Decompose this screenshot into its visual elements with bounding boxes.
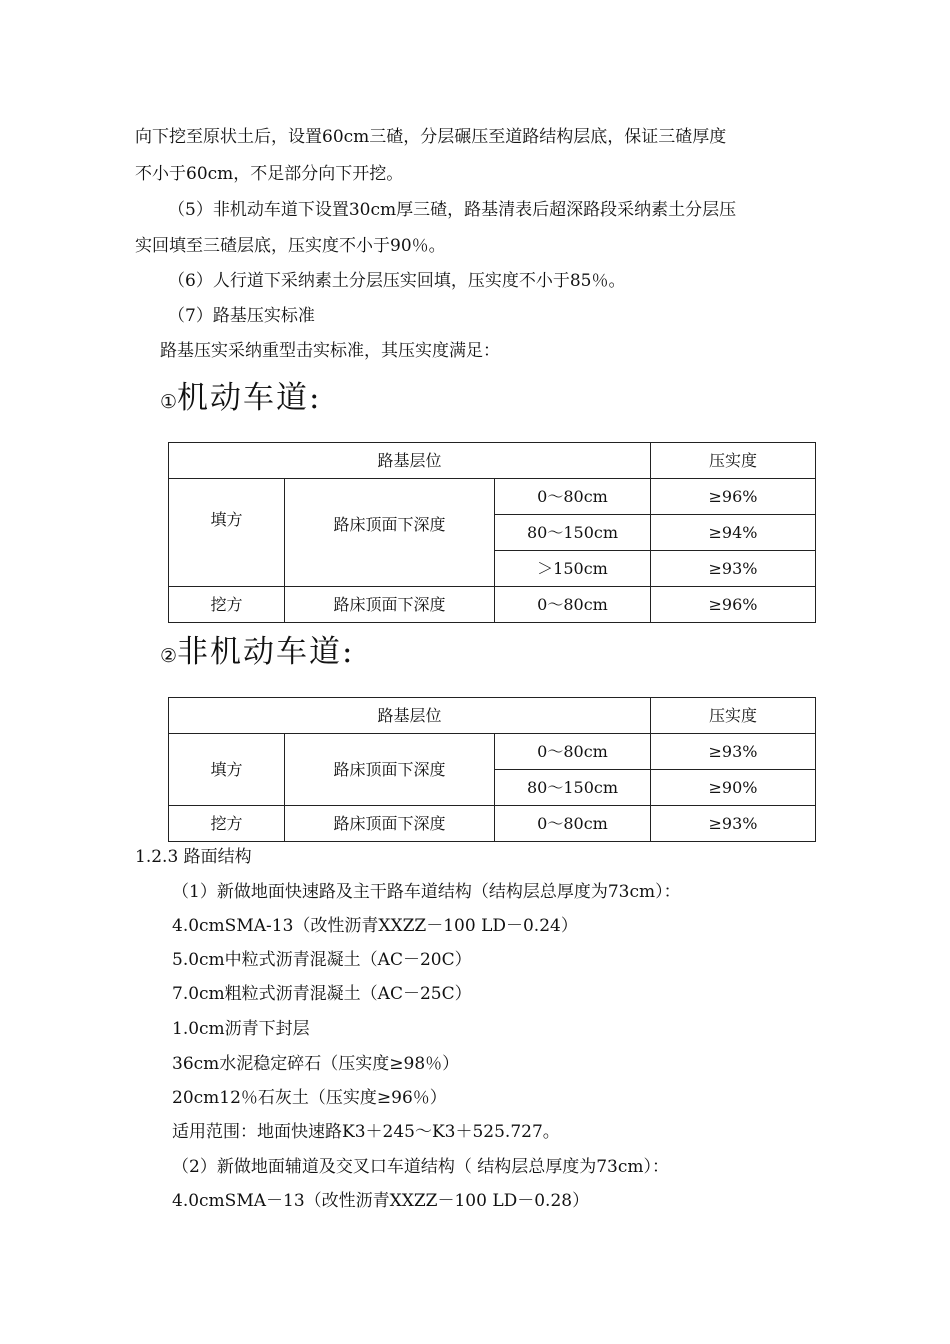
depth-range: 0～80cm bbox=[495, 806, 651, 842]
fill-label: 填方 bbox=[169, 479, 285, 587]
cut-label: 挖方 bbox=[169, 806, 285, 842]
compaction-value: ≥93% bbox=[651, 806, 816, 842]
paragraph-line: （6）人行道下采纳素土分层压实回填，压实度不小于85％。 bbox=[168, 271, 626, 291]
table-row bbox=[169, 734, 816, 770]
depth-range: 0～80cm bbox=[495, 479, 651, 515]
depth-range: ＞150cm bbox=[495, 551, 651, 587]
section-line: 适用范围：地面快速路K3＋245～K3＋525.727。 bbox=[172, 1122, 560, 1142]
depth-label: 路床顶面下深度 bbox=[285, 479, 495, 587]
table1-compaction bbox=[168, 442, 816, 623]
table-row bbox=[169, 698, 816, 734]
depth-range: 80～150cm bbox=[495, 515, 651, 551]
compaction-value: ≥96% bbox=[651, 479, 816, 515]
depth-range: 0～80cm bbox=[495, 587, 651, 623]
paragraph-line: 路基压实采纳重型击实标准，其压实度满足： bbox=[160, 341, 500, 361]
section-line: 4.0cmSMA－13（改性沥青XXZZ－100 LD－0.28） bbox=[172, 1191, 590, 1211]
compaction-value: ≥93% bbox=[651, 734, 816, 770]
section-line: （2）新做地面辅道及交叉口车道结构（ 结构层总厚度为73cm）： bbox=[172, 1157, 669, 1177]
paragraph-line: （7）路基压实标准 bbox=[168, 306, 315, 326]
table2-heading-number: ② bbox=[160, 645, 178, 667]
fill-label: 填方 bbox=[169, 734, 285, 806]
paragraph-line: 不小于60cm，不足部分向下开挖。 bbox=[135, 164, 404, 184]
cut-label: 挖方 bbox=[169, 587, 285, 623]
section-line: 7.0cm粗粒式沥青混凝土（AC－25C） bbox=[172, 984, 472, 1004]
section-line: 36cm水泥稳定碎石（压实度≥98％） bbox=[172, 1054, 460, 1074]
depth-label: 路床顶面下深度 bbox=[285, 806, 495, 842]
depth-range: 80～150cm bbox=[495, 770, 651, 806]
table2-heading bbox=[160, 632, 355, 677]
compaction-value: ≥96% bbox=[651, 587, 816, 623]
table1-heading bbox=[160, 378, 322, 423]
table1-heading-number: ① bbox=[160, 391, 178, 413]
depth-label: 路床顶面下深度 bbox=[285, 734, 495, 806]
depth-label: 路床顶面下深度 bbox=[285, 587, 495, 623]
header-compaction: 压实度 bbox=[651, 443, 816, 479]
paragraph-line: 向下挖至原状土后，设置60cm三碴，分层碾压至道路结构层底，保证三碴厚度 bbox=[135, 127, 727, 147]
section-line: （1）新做地面快速路及主干路车道结构（结构层总厚度为73cm）： bbox=[172, 882, 681, 902]
compaction-value: ≥93% bbox=[651, 551, 816, 587]
depth-range: 0～80cm bbox=[495, 734, 651, 770]
header-layer: 路基层位 bbox=[169, 698, 651, 734]
paragraph-line: 实回填至三碴层底，压实度不小于90％。 bbox=[135, 236, 446, 256]
table-row bbox=[169, 587, 816, 623]
table1-heading-text: 机动车道: bbox=[177, 380, 322, 416]
header-layer: 路基层位 bbox=[169, 443, 651, 479]
section-title: 1.2.3 路面结构 bbox=[135, 847, 252, 867]
table-row bbox=[169, 443, 816, 479]
table2-compaction bbox=[168, 697, 816, 842]
table-row bbox=[169, 806, 816, 842]
section-line: 5.0cm中粒式沥青混凝土（AC－20C） bbox=[172, 950, 472, 970]
table2-heading-text: 非机动车道: bbox=[177, 634, 355, 670]
section-line: 20cm12％石灰土（压实度≥96％） bbox=[172, 1088, 447, 1108]
paragraph-line: （5）非机动车道下设置30cm厚三碴，路基清表后超深路段采纳素土分层压 bbox=[168, 200, 737, 220]
compaction-value: ≥94% bbox=[651, 515, 816, 551]
section-line: 4.0cmSMA-13（改性沥青XXZZ－100 LD－0.24） bbox=[172, 916, 578, 936]
header-compaction: 压实度 bbox=[651, 698, 816, 734]
section-line: 1.0cm沥青下封层 bbox=[172, 1019, 310, 1039]
compaction-value: ≥90% bbox=[651, 770, 816, 806]
table-row bbox=[169, 479, 816, 515]
